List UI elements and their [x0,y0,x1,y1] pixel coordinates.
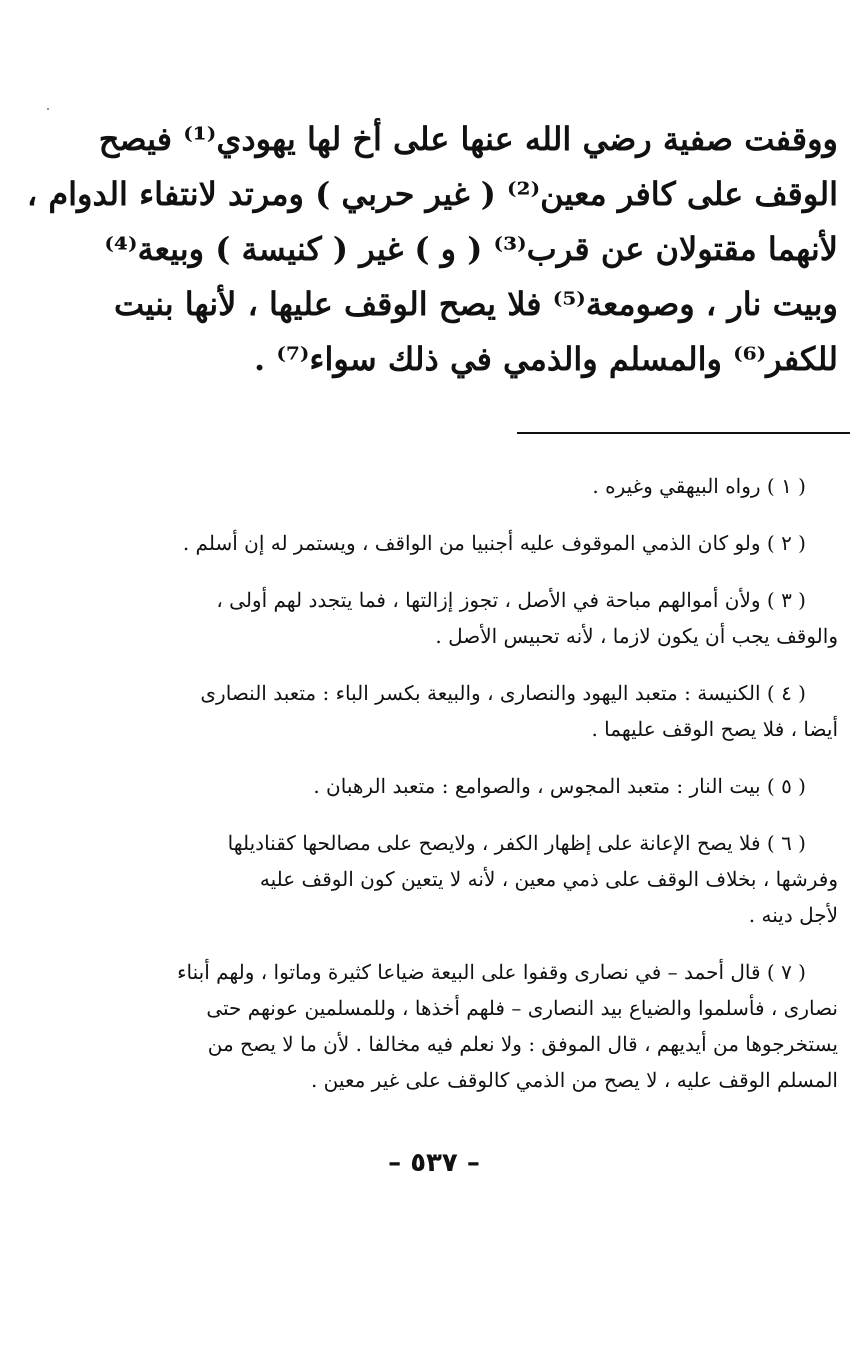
footnote-6 [126,825,838,933]
footnote-line: ( ١ ) رواه البيهقي وغيره . [592,474,806,498]
footnote-5 [126,768,838,804]
footnote-1 [126,468,838,504]
footnote-divider [517,432,850,434]
main-text-line: لأنهما مقتولان عن قرب⁽³⁾ ( و ) غير ( كنيسة ) وبيعة⁽⁴⁾ [104,230,838,268]
main-text-block [26,112,838,387]
footnote-line: ( ٧ ) قال أحمد – في نصارى وقفوا على البيعة ضياعا كثيرة وماتوا ، ولهم أبناء [177,960,806,984]
footnote-line: ( ٣ ) ولأن أموالهم مباحة في الأصل ، تجوز إزالتها ، فما يتجدد لهم أولى ، [216,588,806,612]
main-text-line: الوقف على كافر معين⁽²⁾ ( غير حربي ) ومرتد لانتفاء الدوام ، [26,175,838,213]
page-number: – ٥٣٧ – [388,1148,480,1178]
footnote-line: المسلم الوقف عليه ، لا يصح من الذمي كالوقف على غير معين . [310,1068,838,1092]
main-text-line: وبيت نار ، وصومعة⁽⁵⁾ فلا يصح الوقف عليها ، لأنها بنيت [113,285,838,323]
footnote-line: ( ٦ ) فلا يصح الإعانة على إظهار الكفر ، ولايصح على مصالحها كقناديلها [227,831,806,855]
page-speck [47,108,49,110]
main-text-line: ووقفت صفية رضي الله عنها على أخ لها يهودي⁽¹⁾ فيصح [98,120,838,158]
footnote-2 [126,525,838,561]
footnote-4 [126,675,838,747]
footnotes-block [126,468,838,1119]
footnote-line: والوقف يجب أن يكون لازما ، لأنه تحبيس الأصل . [435,624,838,648]
footnote-line: نصارى ، فأسلموا والضياع بيد النصارى – فلهم أخذها ، وللمسلمين عونهم حتى [206,996,838,1020]
footnote-line: ( ٤ ) الكنيسة : متعبد اليهود والنصارى ، والبيعة بكسر الباء : متعبد النصارى [200,681,806,705]
footnote-3 [126,582,838,654]
footnote-7 [126,954,838,1098]
footnote-line: يستخرجوها من أيديهم ، قال الموفق : ولا نعلم فيه مخالفا . لأن ما لا يصح من [207,1032,838,1056]
footnote-line: ( ٥ ) بيت النار : متعبد المجوس ، والصوامع : متعبد الرهبان . [313,774,806,798]
main-text-line: للكفر⁽⁶⁾ والمسلم والذمي في ذلك سواء⁽⁷⁾ . [254,340,838,378]
footnote-line: أيضا ، فلا يصح الوقف عليهما . [591,717,838,741]
footnote-line: لأجل دينه . [748,903,838,927]
footnote-line: وفرشها ، بخلاف الوقف على ذمي معين ، لأنه لا يتعين كون الوقف عليه [259,867,838,891]
footnote-line: ( ٢ ) ولو كان الذمي الموقوف عليه أجنبيا من الواقف ، ويستمر له إن أسلم . [182,531,806,555]
